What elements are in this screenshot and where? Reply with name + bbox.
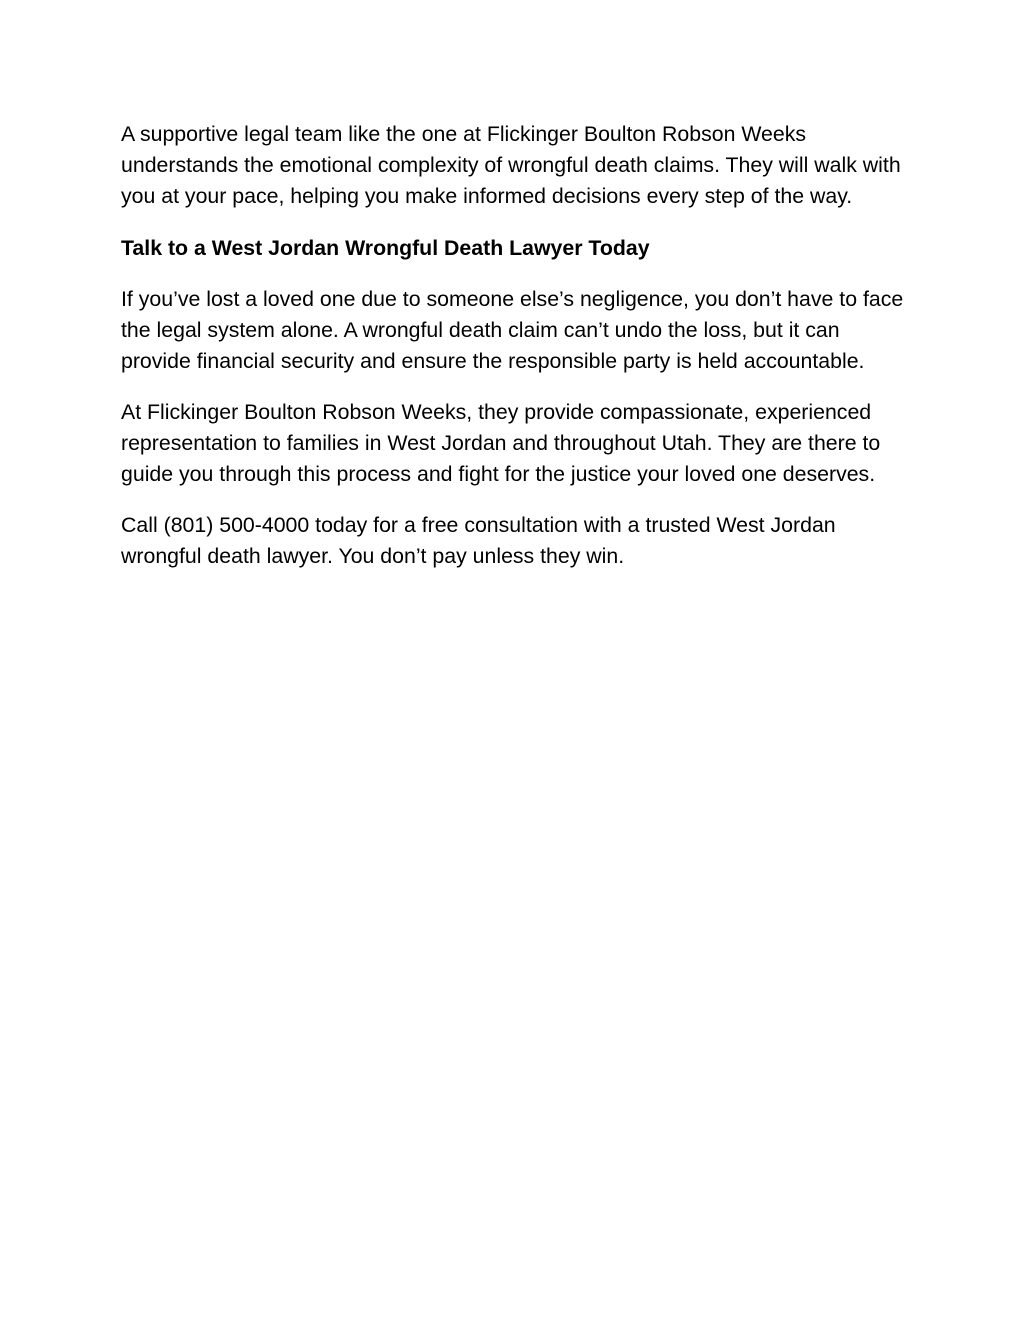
negligence-paragraph: If you’ve lost a loved one due to someone else’s negligence, you don’t have to face the legal system alone. A wrongful death claim can’t undo the loss, but it can provide financial security and ensure the responsible party is held accountable. — [121, 287, 904, 373]
call-to-action-paragraph: Call (801) 500-4000 today for a free consultation with a trusted West Jordan wrongful death lawyer. You don’t pay unless they win. — [121, 513, 836, 568]
intro-paragraph: A supportive legal team like the one at Flickinger Boulton Robson Weeks understands the emotional complexity of wrongful death claims. They will walk with you at your pace, helping you make informed decisions every step of the way. — [121, 122, 901, 208]
document-page — [121, 119, 911, 572]
firm-paragraph: At Flickinger Boulton Robson Weeks, they provide compassionate, experienced representation to families in West Jordan and throughout Utah. They are there to guide you through this process and fight for the justice your loved one deserves. — [121, 400, 881, 486]
section-heading: Talk to a West Jordan Wrongful Death Lawyer Today — [121, 236, 650, 260]
